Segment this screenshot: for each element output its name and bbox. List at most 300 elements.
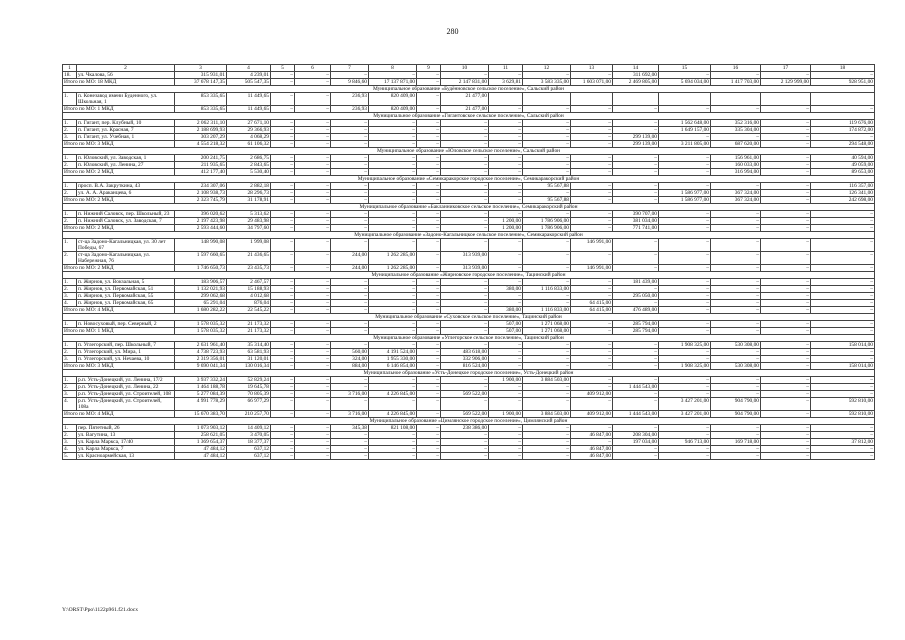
subtotal-row [63,225,875,232]
table-cell: – [295,349,331,356]
table-cell: – [369,211,417,218]
table-cell: 11 449,65 [227,106,271,113]
table-cell: – [571,169,613,176]
table-cell [613,93,659,106]
table-cell: – [811,239,875,252]
table-cell: – [711,134,761,141]
table-cell: – [295,134,331,141]
table-cell: 505 547,35 [227,79,271,86]
table-cell: – [613,363,659,370]
table-cell: – [331,218,369,225]
table-cell: – [489,349,523,356]
row-index: 2. [63,127,77,134]
table-cell: – [761,321,811,328]
table-cell: 5 694 034,00 [659,79,711,86]
table-cell: 853 335,65 [175,106,227,113]
table-cell: – [613,342,659,349]
table-cell: – [417,363,441,370]
address-cell: пер. Пятетный, 26 [77,425,175,432]
table-cell: 1 200,00 [489,225,523,232]
table-cell: – [331,197,369,204]
table-cell: 126 341,00 [811,190,875,197]
table-cell: – [369,169,417,176]
table-cell: 367 324,00 [711,190,761,197]
table-cell: – [271,356,295,363]
table-cell: 64 415,00 [571,300,613,307]
table-cell: 29 366,93 [227,127,271,134]
table-cell: 160 033,00 [711,162,761,169]
table-cell: – [571,328,613,335]
table-cell: – [271,169,295,176]
table-cell: – [489,190,523,197]
table-cell: 299 062,68 [175,293,227,300]
subtotal-row [63,141,875,148]
table-cell: – [417,425,441,432]
table-cell [489,93,523,106]
table-cell: – [295,356,331,363]
address-cell: ул. Чкалова, 56 [77,72,175,79]
table-cell: 158 014,00 [811,342,875,349]
table-cell: 52 829,24 [227,377,271,384]
table-cell: – [711,211,761,218]
municipality-title: Муниципальное образование «Жирновское городское поселение», Тацинский район [63,272,875,279]
table-cell: – [295,183,331,190]
table-cell: – [523,190,571,197]
table-cell: 2 108 938,73 [175,190,227,197]
table-cell: 771 741,00 [613,225,659,232]
table-cell: – [369,328,417,335]
table-cell: – [613,425,659,432]
table-cell: – [811,279,875,286]
table-cell: – [331,120,369,127]
address-cell: п. Гигант, ул. Красная, 7 [77,127,175,134]
table-cell: 158 014,00 [811,363,875,370]
table-cell: 4 191 524,00 [369,349,417,356]
table-cell: – [417,342,441,349]
row-index: 1. [63,93,77,106]
table-cell: – [271,239,295,252]
table-cell: – [271,225,295,232]
table-cell: – [271,106,295,113]
table-cell: – [441,190,489,197]
table-cell: – [613,453,659,460]
table-cell: – [417,93,441,106]
table-cell: – [417,384,441,391]
table-body [63,65,875,460]
table-cell: 904 790,00 [711,398,761,411]
address-cell: п. Новосуховый, пер. Северный, 2 [77,321,175,328]
table-cell: 1 955 330,00 [369,356,417,363]
table-cell: – [659,328,711,335]
table-cell: – [369,377,417,384]
table-cell: – [417,411,441,418]
table-cell: – [271,155,295,162]
table-cell: – [571,349,613,356]
table-cell: 2 631 961,40 [175,342,227,349]
table-cell: – [369,190,417,197]
row-index: 3. [63,356,77,363]
municipality-title: Муниципальное образование «Суховское сельское поселение», Тацинский район [63,314,875,321]
table-cell: – [523,356,571,363]
column-number: 9 [417,65,441,72]
table-cell: 2 129 999,00 [761,79,811,86]
table-cell: 66 977,29 [227,398,271,411]
table-cell: – [331,321,369,328]
table-cell: – [295,293,331,300]
table-cell: – [295,391,331,398]
table-row [63,384,875,391]
table-cell: – [369,162,417,169]
table-cell: 242 698,00 [811,197,875,204]
table-cell: – [761,279,811,286]
table-cell: 1 908 325,00 [659,363,711,370]
table-cell: 9 690 041,34 [175,363,227,370]
table-cell: 1 200,00 [489,218,523,225]
row-index: 2. [63,190,77,197]
table-cell: 367 324,00 [711,197,761,204]
row-index: 3. [63,134,77,141]
table-cell: – [711,239,761,252]
table-cell: – [761,446,811,453]
subtotal-row [63,363,875,370]
table-cell: – [369,120,417,127]
subtotal-label: Итого по МО: 1 МКД [63,106,175,113]
table-cell: 295 050,00 [613,293,659,300]
table-row [63,286,875,293]
table-cell: – [523,293,571,300]
table-cell: 928 951,00 [811,79,875,86]
table-cell: – [441,279,489,286]
subtotal-row [63,79,875,86]
table-cell: – [523,120,571,127]
table-cell: – [489,439,523,446]
table-cell: – [331,155,369,162]
table-cell: – [441,127,489,134]
address-cell: ул. Карла Маркса, 7 [77,446,175,453]
table-cell: – [761,225,811,232]
table-cell: – [659,211,711,218]
table-cell: – [295,197,331,204]
table-cell: – [761,120,811,127]
table-cell: 95 567,88 [523,197,571,204]
table-cell: – [523,425,571,432]
municipality-section-row [63,370,875,377]
subtotal-label: Итого по МО: 18 МКД [63,79,175,86]
table-cell: – [295,286,331,293]
table-cell: 40 594,00 [811,155,875,162]
table-cell: – [571,356,613,363]
table-cell: – [331,72,369,79]
table-cell: – [571,120,613,127]
table-cell: – [417,398,441,411]
table-cell: 2 593 444,60 [175,225,227,232]
table-cell: – [271,425,295,432]
address-cell: ул. Красноармейская, 13 [77,453,175,460]
table-cell: – [659,265,711,272]
table-cell: – [523,106,571,113]
table-cell: 313 939,00 [441,265,489,272]
table-cell: 821 108,00 [369,425,417,432]
table-cell: – [523,169,571,176]
table-cell: – [523,453,571,460]
table-cell: – [295,446,331,453]
table-row [63,425,875,432]
table-cell: – [271,286,295,293]
table-cell: – [489,162,523,169]
table-cell: – [613,239,659,252]
table-cell: – [417,377,441,384]
table-cell: – [523,252,571,265]
table-cell: 1 073 903,12 [175,425,227,432]
table-cell: – [417,197,441,204]
table-cell: 412 177,40 [175,169,227,176]
table-cell: – [441,169,489,176]
table-cell: – [331,190,369,197]
table-cell: 4 226 845,00 [369,391,417,398]
table-cell: – [659,169,711,176]
table-cell: 637,12 [227,453,271,460]
table-cell: – [523,432,571,439]
table-cell: – [613,127,659,134]
table-cell: – [571,321,613,328]
address-cell: п. Углегорский, ул. Нечаева, 10 [77,356,175,363]
table-cell: – [331,134,369,141]
table-cell: – [659,279,711,286]
subtotal-label: Итого по МО: 2 МКД [63,225,175,232]
address-cell: п. Гигант, пер. Клубный, 10 [77,120,175,127]
column-number: 16 [711,65,761,72]
table-cell: 236,93 [331,93,369,106]
table-cell: – [369,72,417,79]
table-cell: – [331,384,369,391]
table-cell: – [295,93,331,106]
row-index: 1. [63,321,77,328]
table-cell: – [441,439,489,446]
footer-file-path: Y:\ORST\Ppo\1122p961.f21.docx [62,607,139,613]
table-cell: – [523,239,571,252]
table-cell: 234 307,06 [175,183,227,190]
table-cell: – [571,279,613,286]
table-cell: – [761,293,811,300]
table-cell: – [811,252,875,265]
table-cell: 2 882,18 [227,183,271,190]
table-cell: – [571,225,613,232]
table-cell: – [489,279,523,286]
table-cell: – [811,134,875,141]
table-cell: – [489,265,523,272]
table-cell: – [761,453,811,460]
table-row [63,293,875,300]
table-cell: – [523,211,571,218]
table-cell: 1 262 285,00 [369,265,417,272]
table-cell: – [659,391,711,398]
table-cell: – [761,300,811,307]
table-cell: 2 843,65 [227,162,271,169]
table-cell: – [571,211,613,218]
table-cell: – [711,321,761,328]
table-cell: 816 524,00 [441,363,489,370]
table-cell: – [761,155,811,162]
row-index: 2. [63,432,77,439]
table-cell: – [711,328,761,335]
table-cell: – [659,252,711,265]
table-cell: – [369,439,417,446]
table-cell: – [811,293,875,300]
table-cell: – [711,307,761,314]
table-cell: – [331,225,369,232]
table-cell: – [571,72,613,79]
table-cell: 820 409,00 [369,93,417,106]
table-cell: – [295,218,331,225]
table-cell: – [711,446,761,453]
table-row [63,127,875,134]
table-cell: – [659,134,711,141]
address-cell: п. Углегорский, ул. Мира, 1 [77,349,175,356]
table-cell: 183 906,57 [175,279,227,286]
table-cell: – [571,425,613,432]
table-cell: 335 304,00 [711,127,761,134]
table-cell: 1 578 035,32 [175,328,227,335]
table-cell: – [271,265,295,272]
table-cell: – [613,106,659,113]
table-cell: – [369,134,417,141]
table-cell: – [295,127,331,134]
table-row [63,453,875,460]
table-cell: – [811,446,875,453]
table-cell: – [523,127,571,134]
table-cell: – [761,197,811,204]
table-cell: – [271,391,295,398]
table-cell: – [441,384,489,391]
table-cell: – [271,384,295,391]
table-cell: – [489,384,523,391]
column-number: 1 [63,65,77,72]
table-cell: – [659,425,711,432]
table-cell: – [711,377,761,384]
table-cell: – [369,239,417,252]
table-cell: 64 415,00 [571,307,613,314]
column-number: 4 [227,65,271,72]
table-cell: 380,00 [489,307,523,314]
table-cell: 37 812,00 [811,439,875,446]
table-cell: – [271,293,295,300]
table-cell: 49 059,00 [811,162,875,169]
table-cell: – [613,183,659,190]
subtotal-label: Итого по МО: 2 МКД [63,197,175,204]
table-cell: – [811,432,875,439]
table-cell: 1 132 021,93 [175,286,227,293]
table-cell: – [417,225,441,232]
table-cell [659,93,711,106]
table-cell: – [489,120,523,127]
column-number: 13 [571,65,613,72]
table-cell: 569 522,00 [441,391,489,398]
table-cell: – [331,162,369,169]
table-cell: – [331,127,369,134]
table-cell: – [295,211,331,218]
table-cell: – [417,72,441,79]
table-cell: – [523,155,571,162]
table-cell: – [761,432,811,439]
subtotal-label: Итого по МО: 4 МКД [63,307,175,314]
table-cell: – [571,155,613,162]
municipality-section-row [63,204,875,211]
table-cell: – [441,321,489,328]
table-cell: – [417,293,441,300]
column-number: 12 [523,65,571,72]
table-cell: – [295,279,331,286]
subtotal-row [63,328,875,335]
table-row [63,72,875,79]
table-cell: – [441,377,489,384]
table-cell: – [761,127,811,134]
table-cell: – [369,384,417,391]
table-cell: – [441,162,489,169]
table-cell: 1 746 650,73 [175,265,227,272]
table-cell: 4 226 845,00 [369,411,417,418]
row-index: 1. [63,239,77,252]
table-cell: – [295,453,331,460]
table-cell: – [331,211,369,218]
table-cell: – [659,432,711,439]
table-cell: 61 106,32 [227,141,271,148]
table-cell: – [811,307,875,314]
table-cell: 3 716,00 [331,411,369,418]
table-cell: – [295,155,331,162]
table-cell: 3 937 332,24 [175,377,227,384]
table-cell: – [489,197,523,204]
table-cell: – [489,363,523,370]
table-cell: 4 738 723,93 [175,349,227,356]
table-cell: – [811,211,875,218]
municipality-section-row [63,314,875,321]
table-cell: 200 241,75 [175,155,227,162]
table-cell: 1 680 282,22 [175,307,227,314]
table-cell: – [711,349,761,356]
table-cell: – [659,349,711,356]
table-cell: 14 409,12 [227,425,271,432]
table-cell: – [613,190,659,197]
table-cell: – [489,134,523,141]
table-cell: – [761,411,811,418]
column-number: 3 [175,65,227,72]
table-cell: – [613,162,659,169]
table-cell: 11 449,65 [227,93,271,106]
table-cell: – [331,183,369,190]
table-cell: – [417,446,441,453]
table-cell: – [489,72,523,79]
table-cell: 904 790,00 [711,411,761,418]
table-cell: – [523,265,571,272]
municipality-title: Муниципальное образование «Цимлянское городское поселение», Цимлянский район [63,418,875,425]
table-cell: – [331,293,369,300]
table-cell: – [369,197,417,204]
table-cell: 28 296,73 [227,190,271,197]
table-cell: 352 316,00 [711,120,761,127]
table-cell: – [761,239,811,252]
table-cell: – [417,155,441,162]
table-cell: 483 618,00 [441,349,489,356]
subtotal-label: Итого по МО: 4 МКД [63,411,175,418]
table-cell: – [659,72,711,79]
table-cell: – [417,106,441,113]
table-cell: – [571,190,613,197]
table-row [63,377,875,384]
table-cell: 2 147 831,00 [441,79,489,86]
table-cell: – [441,307,489,314]
table-cell: – [271,120,295,127]
row-index: 2. [63,162,77,169]
